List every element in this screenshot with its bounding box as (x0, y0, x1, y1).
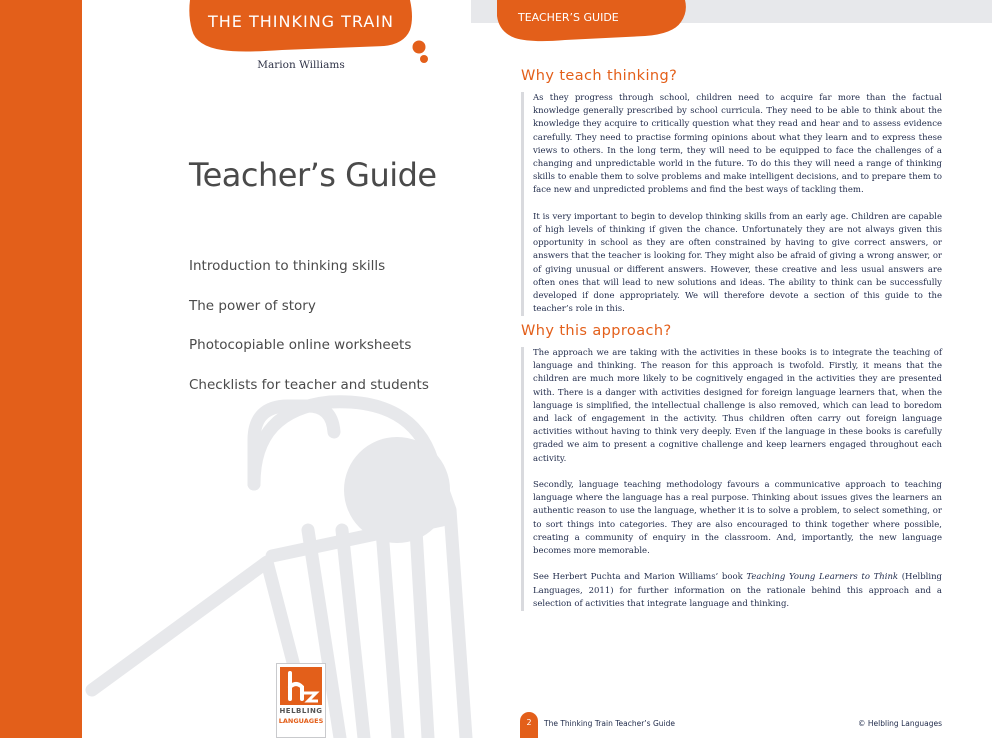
logo-text-helbling: HELBLING (279, 707, 323, 715)
contents-item: Photocopiable online worksheets (189, 337, 412, 354)
logo-text-languages: LANGUAGES (278, 717, 324, 725)
reference-book-title: Teaching Young Learners to Think (746, 572, 899, 583)
reference-text: (Helbling Languages, 2011) for further information on the rationale behind this approach and a selection of activities that integrate language and thinking. (533, 572, 942, 609)
page-title: Teacher’s Guide (189, 156, 437, 194)
page-number: 2 (520, 712, 538, 738)
section-body-why-this-approach (521, 347, 942, 611)
paragraph: It is very important to begin to develop thinking skills from an early age. Children are capable of high levels of thinking if given the chance. Unfortunately they are not always given this opportunity in school as they are often constrained by having to give correct answers, or answers that the teacher is looking for. They might also be afraid of giving a wrong answer, or of giving unusual or different answers. However, these creative and less usual answers are often ones that will lead to new solutions and ideas. The ability to think can be successfully developed if done appropriately. We will therefore devote a section of this guide to the teacher’s role in this. (533, 211, 942, 315)
paragraph: The approach we are taking with the activities in these books is to integrate the teaching of language and thinking. The reason for this approach is twofold. Firstly, it means that the children are much more likely to be cognitively engaged in the activities they are presented with. There is a danger with activities designed for foreign language learners that, when the language is simplified, the intellectual challenge is also removed, which can lead to boredom and lack of engagement in the activity. Thus children often carry out foreign language activities without having to think very deeply. Even if the language in these books is carefully graded we aim to present a cognitive challenge and keep learners engaged throughout each activity. (533, 348, 942, 464)
author-name: Marion Williams (257, 59, 345, 71)
paragraph: Secondly, language teaching methodology favours a communicative approach to teaching language where the language has a real purpose. Thinking about issues gives the learners an authentic reason to use the language, whether it is to solve a problem, to select something, or to sort things into categories. They are also encouraged to think together where possible, creating a community of enquiry in the classroom. And, importantly, the new language becomes more memorable. (533, 480, 942, 557)
section-tab-label: TEACHER’S GUIDE (518, 11, 619, 24)
footer-title: The Thinking Train Teacher’s Guide (544, 719, 676, 728)
series-title: THE THINKING TRAIN (207, 12, 395, 31)
helbling-logo-icon (280, 667, 322, 705)
contents-item: The power of story (189, 297, 316, 314)
contents-item: Checklists for teacher and students (189, 377, 429, 394)
left-color-bar (0, 0, 82, 738)
section-heading-why-teach-thinking: Why teach thinking? (521, 68, 678, 84)
section-heading-why-this-approach: Why this approach? (521, 323, 672, 339)
paragraph: As they progress through school, children need to acquire far more than the factual knowledge generally prescribed by school curricula. They need to be able to think about the knowledge they acquire to critically question what they read and hear and to assess evidence carefully. They need to practise forming opinions about what they learn and to express these views to others. In the long term, they will need to be equipped to face the challenges of a changing and unpredictable world in the future. To do this they will need a range of thinking skills to enable them to solve problems and make intelligent decisions, and to prepare them to face new and unpredicted problems and find the best ways of tackling them. (533, 93, 942, 196)
publisher-logo (276, 663, 326, 738)
reference-paragraph (533, 571, 942, 611)
reference-text: See Herbert Puchta and Marion Williams’ book (533, 572, 747, 583)
copyright-notice: © Helbling Languages (858, 719, 942, 728)
section-body-why-teach-thinking (521, 92, 942, 316)
contents-item: Introduction to thinking skills (189, 258, 386, 274)
contents-list (189, 256, 429, 415)
